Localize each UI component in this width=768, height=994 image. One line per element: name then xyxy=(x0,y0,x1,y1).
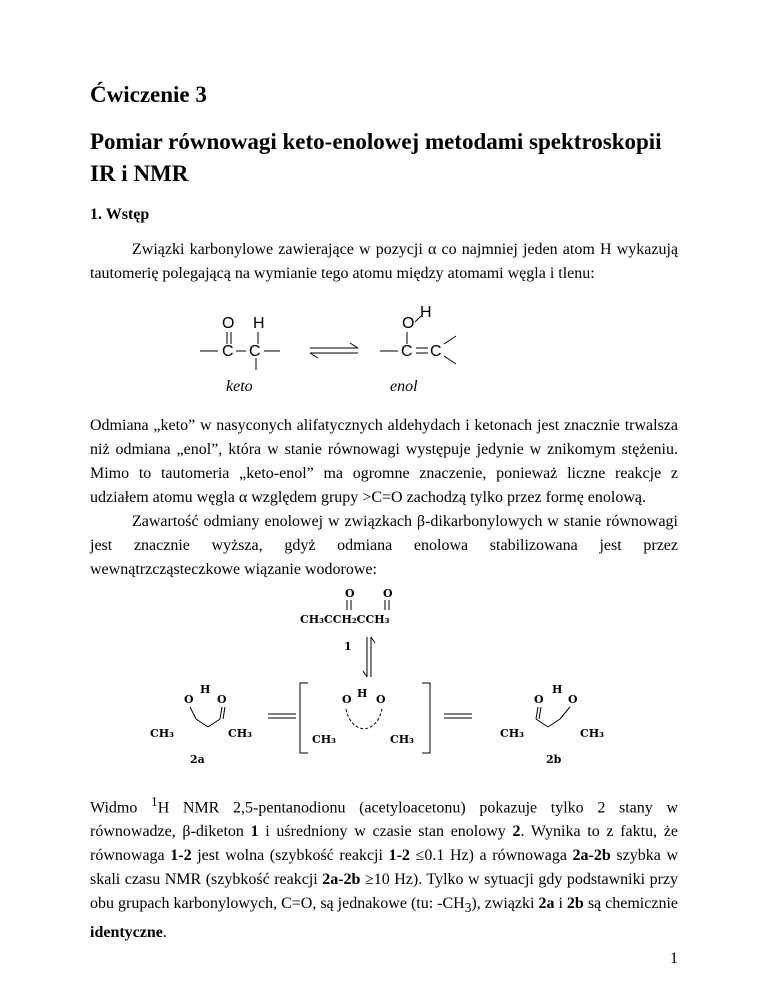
enol-carbon-2: C xyxy=(430,343,442,360)
paragraph-intro: Związki karbonylowe zawierające w pozycji α co najmniej jeden atom H wykazują tautomerię polegającą na wymianie tego atomu między atomami węgla i tlenu: xyxy=(90,241,678,282)
c2b-o-right: O xyxy=(568,693,578,706)
mid-o-left: O xyxy=(342,693,352,706)
compound-2a-label: 2a xyxy=(190,753,205,765)
ch3-2b-left: CH₃ xyxy=(500,727,524,740)
bold-run: 1 xyxy=(250,823,259,841)
c1-o-left: O xyxy=(345,587,355,600)
page-subtitle: Pomiar równowagi keto-enolowej metodami spektroskopii IR i NMR xyxy=(90,129,662,186)
text-run: . Wynika to z faktu, że równowaga xyxy=(90,823,678,865)
text-run: Widmo xyxy=(90,799,152,817)
keto-enol-scheme xyxy=(200,300,500,372)
bold-run: 2a xyxy=(538,895,555,913)
c2b-h: H xyxy=(552,683,563,696)
paragraph-nmr xyxy=(90,790,678,945)
c2b-o-left: O xyxy=(534,693,544,706)
compound-1-label: 1 xyxy=(344,640,352,653)
enol-carbon-1: C xyxy=(401,343,413,360)
bold-run: 1-2 xyxy=(388,847,410,865)
bold-run: 2a-2b xyxy=(572,847,611,865)
text-run: H NMR 2,5-pentanodionu (acetyloacetonu) pokazuje tylko 2 stany w równowadze, β-diketon xyxy=(90,799,678,841)
subscript: 3 xyxy=(464,900,472,916)
section-heading: 1. Wstęp xyxy=(90,206,150,223)
text-run: . xyxy=(162,923,167,941)
keto-hydrogen: H xyxy=(253,315,265,332)
text-run: ≥10 Hz). Tylko w sytuacji gdy podstawniki przy obu grupach karbonylowych, C=O, są jednakowe (tu: -CH xyxy=(90,871,678,913)
enol-caption: enol xyxy=(390,378,418,395)
text-run: i uśredniony w czasie stan enolowy xyxy=(258,823,513,841)
ch3-2a-right: CH₃ xyxy=(228,727,252,740)
paragraph-keto-enol: Odmiana „keto” w nasyconych alifatycznych aldehydach i ketonach jest znacznie trwalsza niż odmiana „enol”, która w stanie równowagi występuje jedynie w znikomym stężeniu. Mimo to tautomeria „keto-enol” ma ogromne znaczenie, ponieważ liczne reakcje z udziałem atomu węgla α względem grupy >C=O zachodzą tylko przez formę enolową. xyxy=(90,417,678,506)
c2a-o-left: O xyxy=(184,693,194,706)
page-title: Ćwiczenie 3 xyxy=(90,82,207,107)
ch3-mid-left: CH₃ xyxy=(312,733,336,746)
superscript: 1 xyxy=(151,794,158,809)
text-run: ≤0.1 Hz) a równowaga xyxy=(409,847,573,865)
compound-2b-label: 2b xyxy=(546,753,562,765)
acetylacetone-scheme xyxy=(150,585,630,765)
bold-run: 2 xyxy=(512,823,521,841)
text-run: są chemicznie xyxy=(583,895,678,913)
keto-caption: keto xyxy=(226,378,253,395)
c2a-h: H xyxy=(200,683,211,696)
c2a-o-right: O xyxy=(217,693,227,706)
keto-oxygen: O xyxy=(222,315,235,332)
ch3-2a-left: CH₃ xyxy=(150,727,174,740)
text-run: jest wolna (szybkość reakcji xyxy=(191,847,389,865)
paragraph-dicarbonyl: Zawartość odmiany enolowej w związkach β-dikarbonylowych w stanie równowagi jest znacznie wyższa, gdyż odmiana enolowa stabilizowana jest przez wewnątrzcząsteczkowe wiązanie wodorowe: xyxy=(90,513,678,578)
ch3-mid-right: CH₃ xyxy=(390,733,414,746)
text-run: szybka w skali czasu NMR (szybkość reakcji xyxy=(90,847,679,889)
keto-carbon-2: C xyxy=(249,343,261,360)
enol-hydrogen: H xyxy=(420,304,432,321)
bold-run: 2a-2b xyxy=(322,871,361,889)
mid-o-right: O xyxy=(376,693,386,706)
keto-carbon-1: C xyxy=(222,343,234,360)
compound-1-formula: CH₃CCH₂CCH₃ xyxy=(300,613,390,626)
mid-h: H xyxy=(357,687,368,700)
c1-o-right: O xyxy=(383,587,393,600)
ch3-2b-right: CH₃ xyxy=(580,727,604,740)
bold-run: identyczne xyxy=(90,923,163,941)
enol-oxygen: O xyxy=(402,315,415,332)
bold-run: 1-2 xyxy=(170,847,192,865)
page-number: 1 xyxy=(670,950,678,967)
text-run: ), związki xyxy=(471,895,539,913)
text-run: i xyxy=(554,895,567,913)
bold-run: 2b xyxy=(566,895,584,913)
